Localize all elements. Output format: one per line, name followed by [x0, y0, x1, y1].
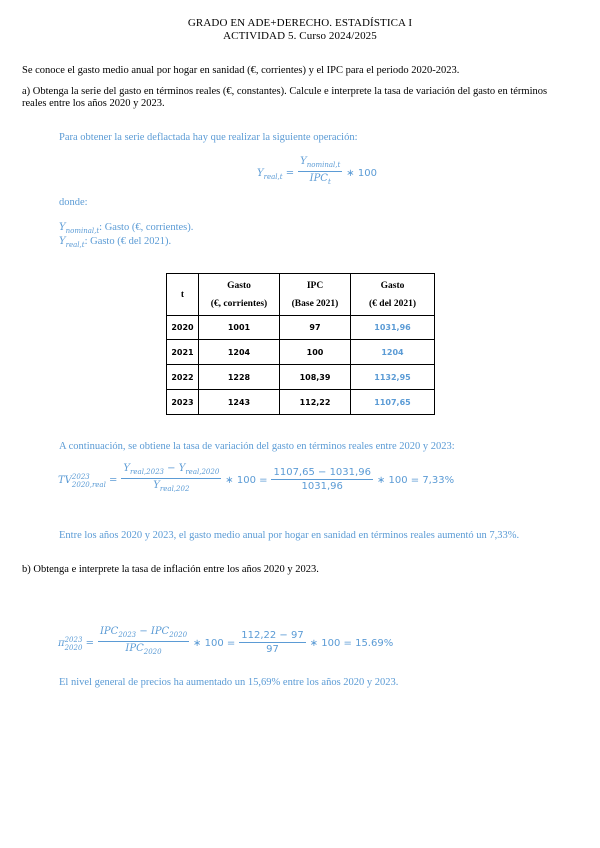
table-row: [167, 390, 435, 415]
question-b: b) Obtenga e interprete la tasa de inflación entre los años 2020 y 2023.: [22, 564, 319, 575]
year-cell: 2023: [167, 390, 199, 415]
nominal-cell: 1243: [199, 390, 280, 415]
year-cell: 2022: [167, 365, 199, 390]
continue-text: A continuación, se obtiene la tasa de variación del gasto en términos reales entre 2020 y 2023:: [59, 441, 455, 452]
table-header-cell: Gasto (€ del 2021): [351, 274, 435, 316]
real-cell: 1132,95: [351, 365, 435, 390]
nominal-cell: 1204: [199, 340, 280, 365]
table-row: [167, 340, 435, 365]
table-header-cell: IPC (Base 2021): [280, 274, 351, 316]
question-a-line2: reales entre los años 2020 y 2023.: [22, 98, 165, 109]
nominal-cell: 1001: [199, 316, 280, 340]
real-cell: 1031,96: [351, 316, 435, 340]
table-row: [167, 316, 435, 340]
table-header-row: [167, 274, 435, 316]
year-cell: 2021: [167, 340, 199, 365]
intro-text: Se conoce el gasto medio anual por hogar en sanidad (€, corrientes) y el IPC para el periodo 2020-2023.: [22, 65, 460, 76]
nominal-cell: 1228: [199, 365, 280, 390]
table-row: [167, 365, 435, 390]
question-a-line1: a) Obtenga la serie del gasto en términos reales (€, constantes). Calcule e interprete la tasa de variación del gasto en términos: [22, 86, 548, 97]
real-cell: 1204: [351, 340, 435, 365]
deflate-intro: Para obtener la serie deflactada hay que realizar la siguiente operación:: [59, 132, 358, 143]
real-cell: 1107,65: [351, 390, 435, 415]
ipc-cell: 97: [280, 316, 351, 340]
year-cell: 2020: [167, 316, 199, 340]
ipc-cell: 112,22: [280, 390, 351, 415]
where-label: donde:: [59, 197, 88, 208]
deflation-formula: $Y_{real,t}$ = $\frac{Y_{nominal,t}}{IPC_t}$ ∗ 100: [257, 156, 377, 186]
table-header-cell: Gasto (€, corrientes): [199, 274, 280, 316]
data-table: [166, 273, 435, 415]
table-header-cell: t: [167, 274, 199, 316]
ipc-cell: 108,39: [280, 365, 351, 390]
conclusion-a: Entre los años 2020 y 2023, el gasto medio anual por hogar en sanidad en términos reales aumentó un 7,33%.: [59, 530, 520, 541]
conclusion-b: El nivel general de precios ha aumentado un 15,69% entre los años 2020 y 2023.: [59, 677, 399, 688]
doc-subtitle: ACTIVIDAD 5. Curso 2024/2025: [223, 30, 377, 42]
definition-real: $Y_{real,t}$: Gasto (€ del 2021).: [59, 236, 172, 249]
variation-formula: TV 2023 2020,real = $\frac{Y_{real,2023} - Y_{real,2020}}{Y_{real,202}}$ ∗ 100 = $\frac{1107,65 - 1031,96}{1031,96}$ ∗ 100 = 7,33%: [58, 463, 455, 493]
inflation-formula: π 2023 2020 = $\frac{IPC_{2023} - IPC_{2020}}{IPC_{2020}}$ ∗ 100 = $\frac{112,22 - 97}{97}$ ∗ 100 = 15.69%: [58, 626, 394, 656]
definition-nominal: $Y_{nominal,t}$: Gasto (€, corrientes).: [59, 222, 194, 235]
ipc-cell: 100: [280, 340, 351, 365]
doc-title: GRADO EN ADE+DERECHO. ESTADÍSTICA I: [187, 17, 413, 29]
